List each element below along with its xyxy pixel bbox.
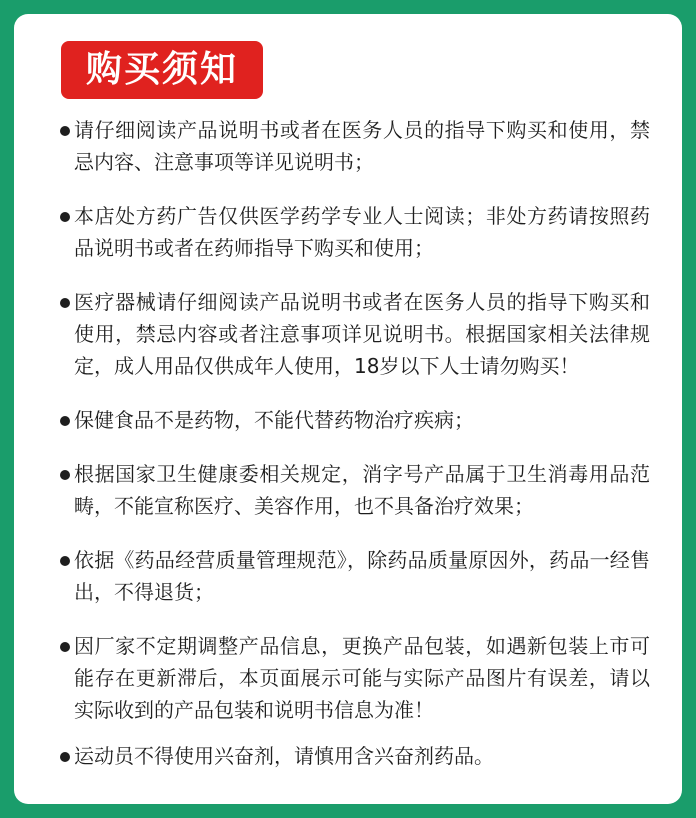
bullet-icon [60,642,70,652]
list-item-text: 保健食品不是药物，不能代替药物治疗疾病； [74,408,474,432]
notice-list [60,114,650,794]
list-item [60,544,650,608]
list-item [60,286,650,382]
bullet-icon [60,212,70,222]
list-item-text: 医疗器械请仔细阅读产品说明书或者在医务人员的指导下购买和使用，禁忌内容或者注意事项详见说明书。根据国家相关法律规定，成人用品仅供成年人使用，18岁以下人士请勿购买！ [74,290,650,378]
list-item [60,630,650,726]
list-item [60,404,650,436]
list-item-text: 依据《药品经营质量管理规范》，除药品质量原因外，药品一经售出，不得退货； [74,548,650,604]
list-item-text: 本店处方药广告仅供医学药学专业人士阅读；非处方药请按照药品说明书或者在药师指导下购买和使用； [74,204,650,260]
list-item [60,458,650,522]
bullet-icon [60,470,70,480]
bullet-icon [60,126,70,136]
list-item-text: 根据国家卫生健康委相关规定，消字号产品属于卫生消毒用品范畴，不能宣称医疗、美容作用，也不具备治疗效果； [74,462,650,518]
list-item [60,114,650,178]
list-item-text: 运动员不得使用兴奋剂，请慎用含兴奋剂药品。 [74,744,494,768]
list-item-text: 因厂家不定期调整产品信息，更换产品包装，如遇新包装上市可能存在更新滞后，本页面展示可能与实际产品图片有误差，请以实际收到的产品包装和说明书信息为准！ [74,634,650,722]
bullet-icon [60,298,70,308]
bullet-icon [60,752,70,762]
bullet-icon [60,556,70,566]
page-title: 购买须知 [61,41,263,99]
list-item [60,740,650,772]
bullet-icon [60,416,70,426]
list-item [60,200,650,264]
notice-card [14,14,682,804]
list-item-text: 请仔细阅读产品说明书或者在医务人员的指导下购买和使用，禁忌内容、注意事项等详见说明书； [74,118,650,174]
